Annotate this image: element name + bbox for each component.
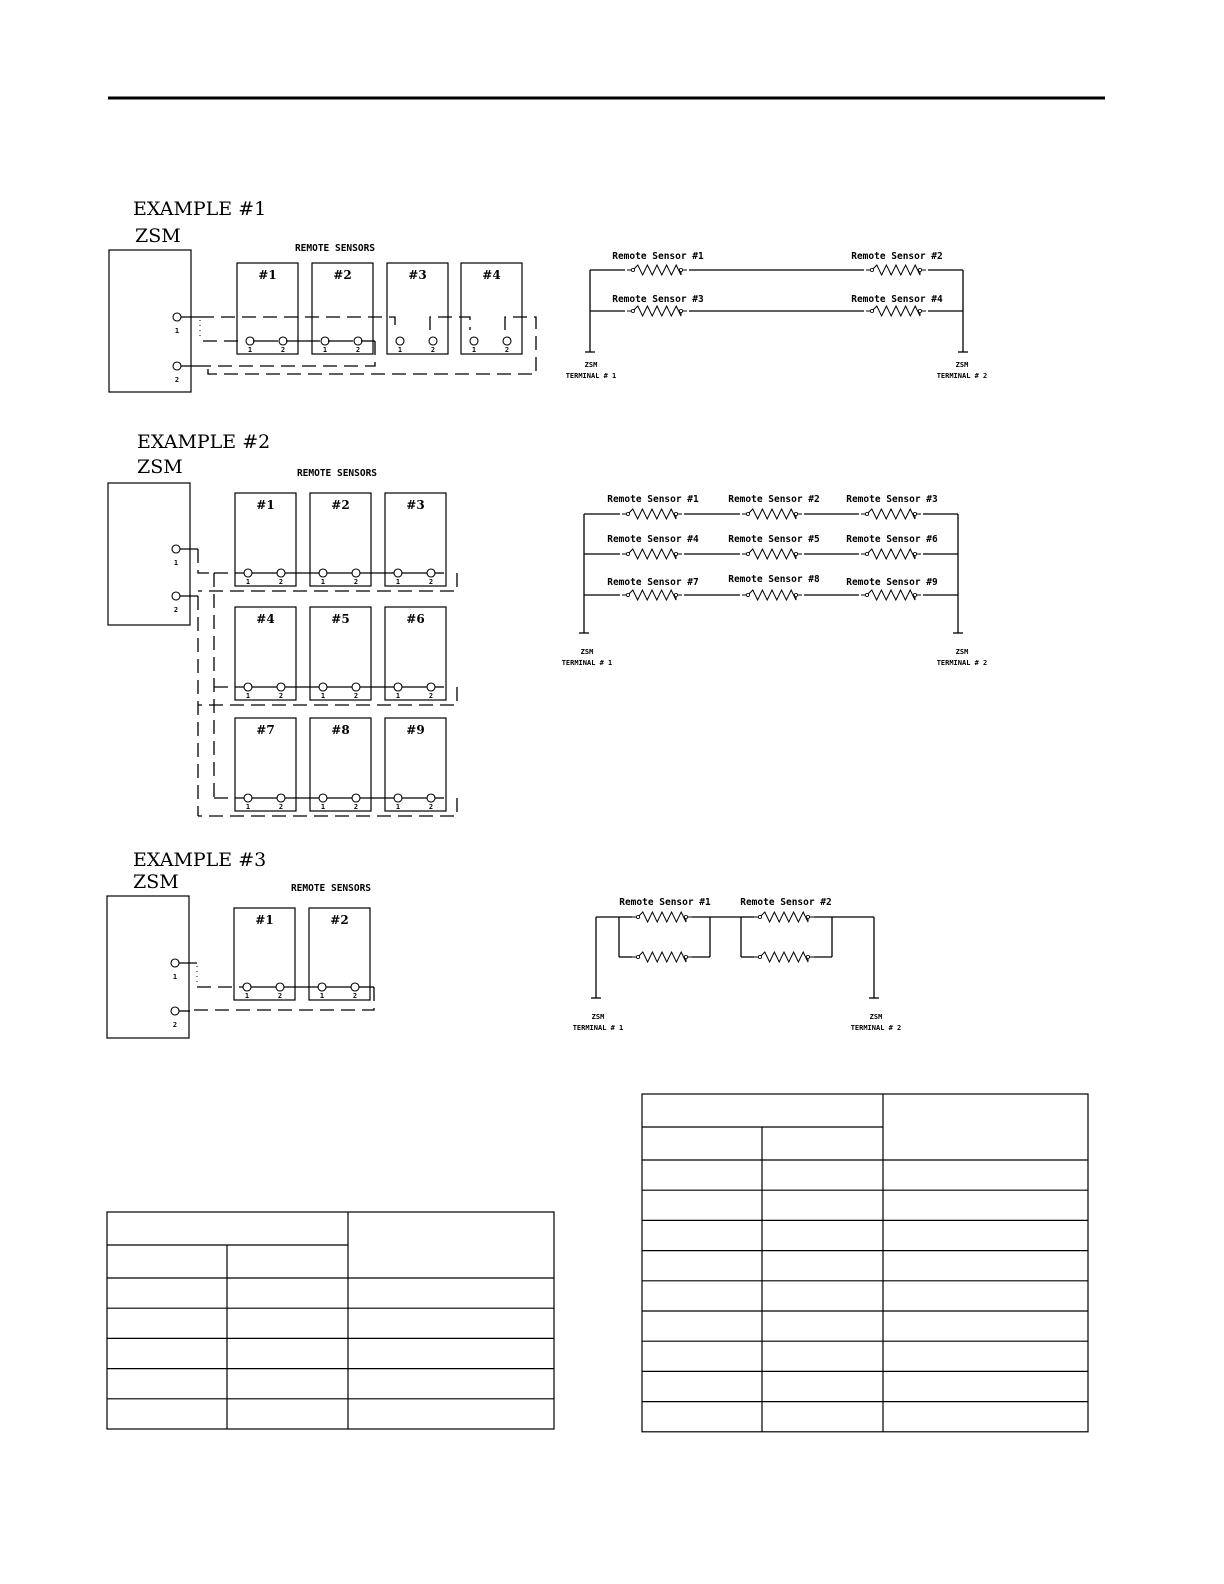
ex2-terminal-right-line2: TERMINAL # 2 — [936, 659, 988, 667]
ex2-schem-label-6: Remote Sensor #6 — [846, 534, 938, 545]
example-3-remote-sensors-label: REMOTE SENSORS — [290, 883, 372, 894]
ex1-zsm-terminal-1-label: 1 — [174, 327, 180, 335]
ex2-s5-sensor-terminal-1 — [319, 683, 327, 691]
ex2-s8-sensor-terminal-1-label: 1 — [320, 803, 326, 811]
resistor-end-dot — [794, 593, 797, 596]
ex2-s6-sensor-terminal-1-label: 1 — [395, 692, 401, 700]
ex2-s4-sensor-terminal-1-label: 1 — [245, 692, 251, 700]
ex1-s1-sensor-terminal-2 — [279, 337, 287, 345]
ex1-schem-label-1: Remote Sensor #1 — [612, 251, 704, 262]
ex2-s2-sensor-terminal-2-label: 2 — [353, 578, 359, 586]
resistor-end-dot — [870, 268, 873, 271]
ex2-s7-sensor-terminal-1-label: 1 — [245, 803, 251, 811]
ex1-terminal-right-line2: TERMINAL # 2 — [936, 372, 988, 380]
ex2-s6-sensor-terminal-2 — [427, 683, 435, 691]
ex3-s2-sensor-terminal-2-label: 2 — [352, 992, 358, 1000]
resistor-end-dot — [913, 552, 916, 555]
ex2-dashed-wire — [198, 549, 214, 573]
ex1-s2-sensor-number: #2 — [333, 268, 352, 282]
ex3-s1-sensor-terminal-2-label: 2 — [277, 992, 283, 1000]
ex2-s5-sensor-number: #5 — [331, 612, 350, 626]
ex2-schem-label-2: Remote Sensor #2 — [728, 494, 820, 505]
ex1-s3-sensor-terminal-2 — [429, 337, 437, 345]
ex2-s7-sensor-terminal-1 — [244, 794, 252, 802]
resistor-end-dot — [626, 593, 629, 596]
ex1-s1-sensor-number: #1 — [258, 268, 277, 282]
ex1-zsm-terminal-1 — [173, 313, 181, 321]
resistor-end-dot — [758, 955, 761, 958]
ex3-s1-sensor-terminal-1 — [243, 983, 251, 991]
ex3-s2-sensor-number: #2 — [330, 913, 349, 927]
ex2-terminal-left-line1: ZSM — [580, 648, 594, 656]
example-2-remote-sensors-label: REMOTE SENSORS — [296, 468, 378, 479]
ex3-s2-sensor-terminal-1-label: 1 — [319, 992, 325, 1000]
ex2-schem-label-7: Remote Sensor #7 — [607, 577, 699, 588]
example-2-zsm-label: ZSM — [137, 456, 183, 478]
resistor-end-dot — [794, 552, 797, 555]
ex2-s3-sensor-terminal-1-label: 1 — [395, 578, 401, 586]
resistor-end-dot — [758, 915, 761, 918]
resistor-end-dot — [918, 309, 921, 312]
ex3-zsm-terminal-2-label: 2 — [172, 1021, 178, 1029]
resistor-end-dot — [794, 512, 797, 515]
ex3-resistor-1 — [632, 912, 692, 922]
ex2-s7-sensor-terminal-2-label: 2 — [278, 803, 284, 811]
ex2-s6-sensor-number: #6 — [406, 612, 425, 626]
ex2-schem-label-1: Remote Sensor #1 — [607, 494, 699, 505]
example-2-title: EXAMPLE #2 — [137, 431, 271, 453]
resistor-path — [632, 952, 692, 962]
resistor-end-dot — [674, 552, 677, 555]
ex1-terminal-left-line2: TERMINAL # 1 — [565, 372, 617, 380]
ex3-schem-label-2: Remote Sensor #2 — [740, 897, 832, 908]
ex2-s9-sensor-terminal-1 — [394, 794, 402, 802]
ex2-s1-sensor-terminal-2 — [277, 569, 285, 577]
ex3-zsm-terminal-1-label: 1 — [172, 973, 178, 981]
ex2-terminal-left-line2: TERMINAL # 1 — [561, 659, 613, 667]
ex3-s1-sensor-terminal-1-label: 1 — [244, 992, 250, 1000]
ex3-zsm-terminal-2 — [171, 1007, 179, 1015]
ex2-s3-sensor-terminal-2 — [427, 569, 435, 577]
resistor-end-dot — [626, 512, 629, 515]
ex1-schem-label-3: Remote Sensor #3 — [612, 294, 704, 305]
ex2-terminal-right-line1: ZSM — [955, 648, 969, 656]
resistor-end-dot — [865, 552, 868, 555]
ex2-schem-label-9: Remote Sensor #9 — [846, 577, 938, 588]
resistor-end-dot — [636, 955, 639, 958]
example-1-remote-sensors-label: REMOTE SENSORS — [294, 243, 376, 254]
resistor-end-dot — [865, 512, 868, 515]
resistor-path — [754, 952, 814, 962]
ex2-s5-sensor-terminal-2-label: 2 — [353, 692, 359, 700]
ex2-s4-sensor-terminal-2-label: 2 — [278, 692, 284, 700]
ex2-s9-sensor-terminal-1-label: 1 — [395, 803, 401, 811]
ex2-s8-sensor-number: #8 — [331, 723, 350, 737]
ex2-schem-label-5: Remote Sensor #5 — [728, 534, 820, 545]
resistor-end-dot — [746, 552, 749, 555]
example-3-zsm-label: ZSM — [133, 871, 179, 893]
ex1-terminal-left-line1: ZSM — [584, 361, 598, 369]
ex1-s2-sensor-terminal-2-label: 2 — [355, 346, 361, 354]
ex2-s7-sensor-number: #7 — [256, 723, 275, 737]
ex2-s4-sensor-number: #4 — [256, 612, 275, 626]
ex2-schem-label-3: Remote Sensor #3 — [846, 494, 938, 505]
ex1-terminal-right-line1: ZSM — [955, 361, 969, 369]
resistor-end-dot — [870, 309, 873, 312]
ex2-zsm-terminal-1 — [172, 545, 180, 553]
ex3-resistor-2 — [632, 952, 692, 962]
ex3-resistor-4 — [754, 952, 814, 962]
example-1-zsm-label: ZSM — [135, 225, 181, 247]
ex1-s1-sensor-terminal-1-label: 1 — [247, 346, 253, 354]
ex1-s3-sensor-terminal-2-label: 2 — [430, 346, 436, 354]
ex1-s2-sensor-terminal-1 — [321, 337, 329, 345]
ex2-s9-sensor-number: #9 — [406, 723, 425, 737]
ex2-s4-sensor-terminal-2 — [277, 683, 285, 691]
ex2-s7-sensor-terminal-2 — [277, 794, 285, 802]
resistor-path — [754, 912, 814, 922]
ex2-s2-sensor-terminal-2 — [352, 569, 360, 577]
resistor-end-dot — [674, 593, 677, 596]
ex1-schem-label-2: Remote Sensor #2 — [851, 251, 943, 262]
resistor-path — [632, 912, 692, 922]
resistor-end-dot — [746, 593, 749, 596]
ex1-s2-sensor-terminal-2 — [354, 337, 362, 345]
ex2-s1-sensor-terminal-1-label: 1 — [245, 578, 251, 586]
resistor-end-dot — [631, 268, 634, 271]
ex1-s4-sensor-terminal-1-label: 1 — [471, 346, 477, 354]
ex2-s6-sensor-terminal-1 — [394, 683, 402, 691]
ex1-s3-sensor-terminal-1 — [396, 337, 404, 345]
resistor-end-dot — [679, 268, 682, 271]
ex2-s9-sensor-terminal-2-label: 2 — [428, 803, 434, 811]
ex2-schem-label-4: Remote Sensor #4 — [607, 534, 699, 545]
resistor-end-dot — [806, 955, 809, 958]
resistor-end-dot — [746, 512, 749, 515]
ex3-s1-sensor-terminal-2 — [276, 983, 284, 991]
ex1-s1-sensor-terminal-2-label: 2 — [280, 346, 286, 354]
ex2-s1-sensor-terminal-1 — [244, 569, 252, 577]
ex1-s3-sensor-number: #3 — [408, 268, 427, 282]
resistor-end-dot — [806, 915, 809, 918]
ex1-s1-sensor-terminal-1 — [246, 337, 254, 345]
ex2-s6-sensor-terminal-2-label: 2 — [428, 692, 434, 700]
ex2-s3-sensor-terminal-1 — [394, 569, 402, 577]
ex3-schem-label-1: Remote Sensor #1 — [619, 897, 711, 908]
ex2-s5-sensor-terminal-2 — [352, 683, 360, 691]
resistor-end-dot — [918, 268, 921, 271]
ex1-s3-sensor-terminal-1-label: 1 — [397, 346, 403, 354]
ex1-s2-sensor-terminal-1-label: 1 — [322, 346, 328, 354]
ex1-s4-sensor-number: #4 — [482, 268, 501, 282]
ex3-s2-sensor-terminal-2 — [351, 983, 359, 991]
resistor-end-dot — [631, 309, 634, 312]
ex2-s1-sensor-terminal-2-label: 2 — [278, 578, 284, 586]
ex1-s4-sensor-terminal-1 — [470, 337, 478, 345]
example-1-title: EXAMPLE #1 — [133, 198, 267, 220]
resistor-end-dot — [684, 915, 687, 918]
resistor-end-dot — [679, 309, 682, 312]
ex3-zsm-terminal-1 — [171, 959, 179, 967]
ex2-s4-sensor-terminal-1 — [244, 683, 252, 691]
resistor-end-dot — [684, 955, 687, 958]
ex2-s8-sensor-terminal-1 — [319, 794, 327, 802]
ex2-s3-sensor-number: #3 — [406, 498, 425, 512]
ex2-s3-sensor-terminal-2-label: 2 — [428, 578, 434, 586]
ex1-s4-sensor-terminal-2-label: 2 — [504, 346, 510, 354]
ex3-terminal-right-line2: TERMINAL # 2 — [850, 1024, 902, 1032]
right-table — [642, 1094, 1088, 1432]
ex2-zsm-terminal-2-label: 2 — [173, 606, 179, 614]
ex1-s4-sensor-terminal-2 — [503, 337, 511, 345]
resistor-end-dot — [636, 915, 639, 918]
ex3-s2-sensor-terminal-1 — [318, 983, 326, 991]
ex2-s8-sensor-terminal-2-label: 2 — [353, 803, 359, 811]
ex2-s2-sensor-terminal-1-label: 1 — [320, 578, 326, 586]
ex2-s2-sensor-terminal-1 — [319, 569, 327, 577]
ex2-s2-sensor-number: #2 — [331, 498, 350, 512]
ex2-zsm-terminal-2 — [172, 592, 180, 600]
ex1-zsm-terminal-2-label: 2 — [174, 376, 180, 384]
ex3-resistor-3 — [754, 912, 814, 922]
ex3-s1-sensor-number: #1 — [255, 913, 274, 927]
ex2-s5-sensor-terminal-1-label: 1 — [320, 692, 326, 700]
resistor-end-dot — [626, 552, 629, 555]
ex2-schem-label-8: Remote Sensor #8 — [728, 574, 820, 585]
ex2-s1-sensor-number: #1 — [256, 498, 275, 512]
ex2-s9-sensor-terminal-2 — [427, 794, 435, 802]
resistor-end-dot — [913, 512, 916, 515]
resistor-end-dot — [865, 593, 868, 596]
ex2-s8-sensor-terminal-2 — [352, 794, 360, 802]
example-3-title: EXAMPLE #3 — [133, 849, 267, 871]
ex3-terminal-right-line1: ZSM — [869, 1013, 883, 1021]
ex1-zsm-terminal-2 — [173, 362, 181, 370]
resistor-end-dot — [913, 593, 916, 596]
ex2-zsm-terminal-1-label: 1 — [173, 559, 179, 567]
ex1-schem-label-4: Remote Sensor #4 — [851, 294, 943, 305]
ex3-terminal-left-line1: ZSM — [591, 1013, 605, 1021]
resistor-end-dot — [674, 512, 677, 515]
ex3-terminal-left-line2: TERMINAL # 1 — [572, 1024, 624, 1032]
ex2-zsm-module — [108, 483, 190, 625]
